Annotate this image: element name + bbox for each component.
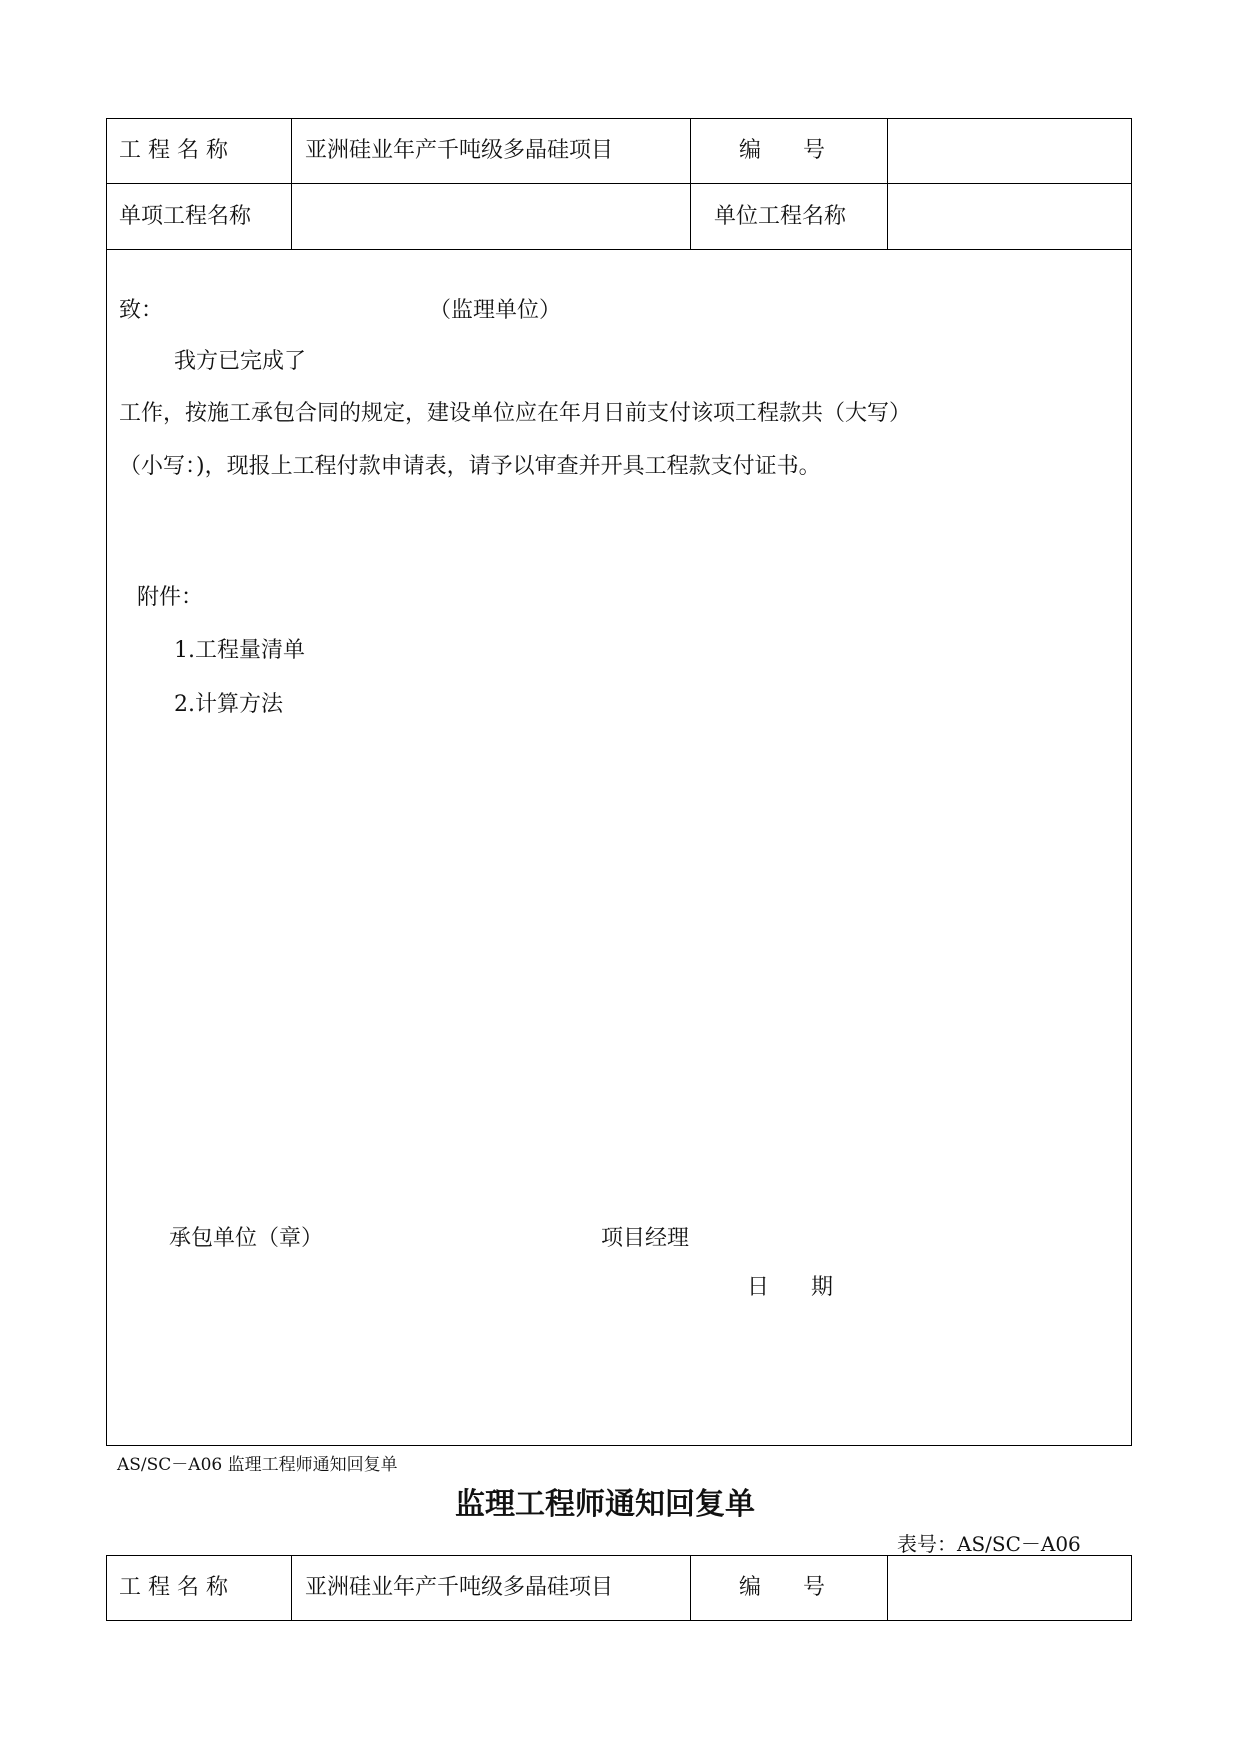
unit-project-label: 单位工程名称 (714, 204, 847, 229)
number-label: 编 号 (739, 1575, 825, 1600)
number-value[interactable] (903, 138, 1123, 164)
payment-application-form (106, 118, 1132, 1446)
to-supervisor: （监理单位） (429, 298, 562, 323)
line-amount: （小写：)，现报上工程付款申请表，请予以审查并开具工程款支付证书。 (119, 454, 821, 479)
project-name-value[interactable]: 亚洲硅业年产千吨级多晶硅项目 (305, 1575, 614, 1600)
page-title: 监理工程师通知回复单 (455, 1487, 755, 1522)
table-number: 表号：AS/SC－A06 (897, 1532, 1081, 1556)
manager-label: 项目经理 (601, 1226, 690, 1251)
subproject-value[interactable] (305, 204, 675, 230)
unit-project-value[interactable] (903, 204, 1123, 230)
date-label: 日 期 (747, 1275, 833, 1300)
to-label: 致： (119, 298, 164, 323)
column-divider-2 (690, 119, 691, 249)
project-name-value[interactable]: 亚洲硅业年产千吨级多晶硅项目 (305, 138, 614, 163)
project-name-label: 工 程 名 称 (119, 1575, 228, 1600)
notice-reply-form (106, 1555, 1132, 1621)
project-name-label: 工 程 名 称 (119, 138, 228, 163)
line-work: 工作，按施工承包合同的规定，建设单位应在年月日前支付该项工程款共（大写） (119, 401, 912, 426)
number-value[interactable] (903, 1575, 1123, 1601)
contractor-label: 承包单位（章） (169, 1226, 324, 1251)
subproject-label: 单项工程名称 (119, 204, 252, 229)
column-divider-3 (887, 119, 888, 249)
column-divider-3 (887, 1556, 888, 1620)
attachment-item: 2.计算方法 (174, 692, 283, 717)
line-completed: 我方已完成了 (174, 349, 307, 374)
number-label: 编 号 (739, 138, 825, 163)
header-bottom-divider (107, 249, 1131, 250)
column-divider-2 (690, 1556, 691, 1620)
attachment-item: 1.工程量清单 (174, 638, 305, 663)
attachments-label: 附件： (137, 585, 204, 610)
form-footer-code: AS/SC－A06 监理工程师通知回复单 (117, 1455, 398, 1475)
header-row-divider (107, 183, 1131, 184)
column-divider-1 (291, 119, 292, 249)
column-divider-1 (291, 1556, 292, 1620)
